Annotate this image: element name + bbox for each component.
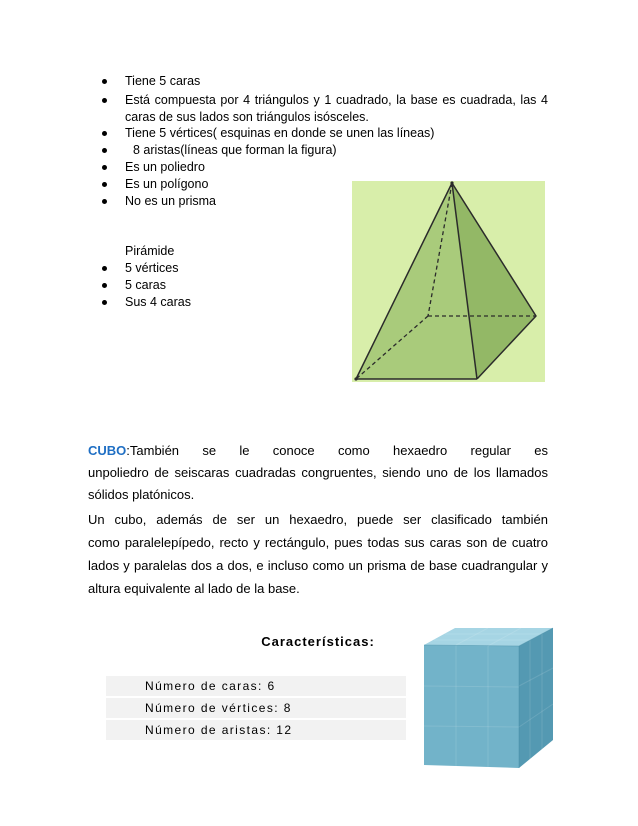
- list-item: Tiene 5 caras: [125, 74, 201, 88]
- list-item: Está compuesta por 4 triángulos y 1 cuadrado, la base es cuadrada, las 4: [125, 93, 548, 107]
- list-item: Es un poliedro: [125, 160, 205, 174]
- bullet-icon: [102, 79, 107, 84]
- bullet-icon: [102, 131, 107, 136]
- paragraph-line: sólidos platónicos.: [88, 487, 195, 502]
- bullet-icon: [102, 148, 107, 153]
- cube-right-face: [519, 628, 553, 768]
- list-item-continuation: caras de sus lados son triángulos isósceles.: [125, 110, 369, 124]
- paragraph-line: Un cubo, además de ser un hexaedro, puede ser clasificado también: [88, 512, 548, 527]
- list-item: Tiene 5 vértices( esquinas en donde se unen las líneas): [125, 126, 435, 140]
- table-row: Número de vértices: 8: [106, 698, 406, 718]
- paragraph-line-text: :También se le conoce como hexaedro regular es: [126, 443, 548, 458]
- bullet-icon: [102, 182, 107, 187]
- list-item: Sus 4 caras: [125, 295, 192, 309]
- bullet-icon: [102, 266, 107, 271]
- bullet-icon: [102, 98, 107, 103]
- characteristics-title: Características:: [261, 634, 375, 649]
- cube-illustration: [418, 626, 555, 770]
- table-row: Número de caras: 6: [106, 676, 406, 696]
- bullet-icon: [102, 283, 107, 288]
- bullet-icon: [102, 199, 107, 204]
- list-item: 8 aristas(líneas que forman la figura): [133, 143, 337, 157]
- characteristics-table: [106, 676, 406, 742]
- pyramid-summary-title: Pirámide: [125, 244, 175, 258]
- paragraph-line: unpoliedro de seiscaras cuadradas congruentes, siendo uno de los llamados: [88, 465, 548, 480]
- bullet-icon: [102, 300, 107, 305]
- list-item: 5 caras: [125, 278, 166, 292]
- bullet-icon: [102, 165, 107, 170]
- paragraph-line: [88, 443, 548, 459]
- cube-front-face: [424, 645, 519, 768]
- list-item: No es un prisma: [125, 194, 217, 208]
- cubo-label: CUBO: [88, 443, 127, 458]
- paragraph-line: lados y paralelas dos a dos, e incluso como un prisma de base cuadrangular y: [88, 558, 548, 573]
- pyramid-vertex: [450, 181, 453, 184]
- paragraph-line: como paralelepípedo, recto y rectángulo, pues todas sus caras son de cuatro: [88, 535, 548, 550]
- list-item: Es un polígono: [125, 177, 209, 191]
- pyramid-vertex: [354, 377, 357, 380]
- paragraph-line: altura equivalente al lado de la base.: [88, 581, 300, 596]
- pyramid-illustration: [352, 181, 545, 382]
- table-row: Número de aristas: 12: [106, 720, 406, 740]
- list-item: 5 vértices: [125, 261, 179, 275]
